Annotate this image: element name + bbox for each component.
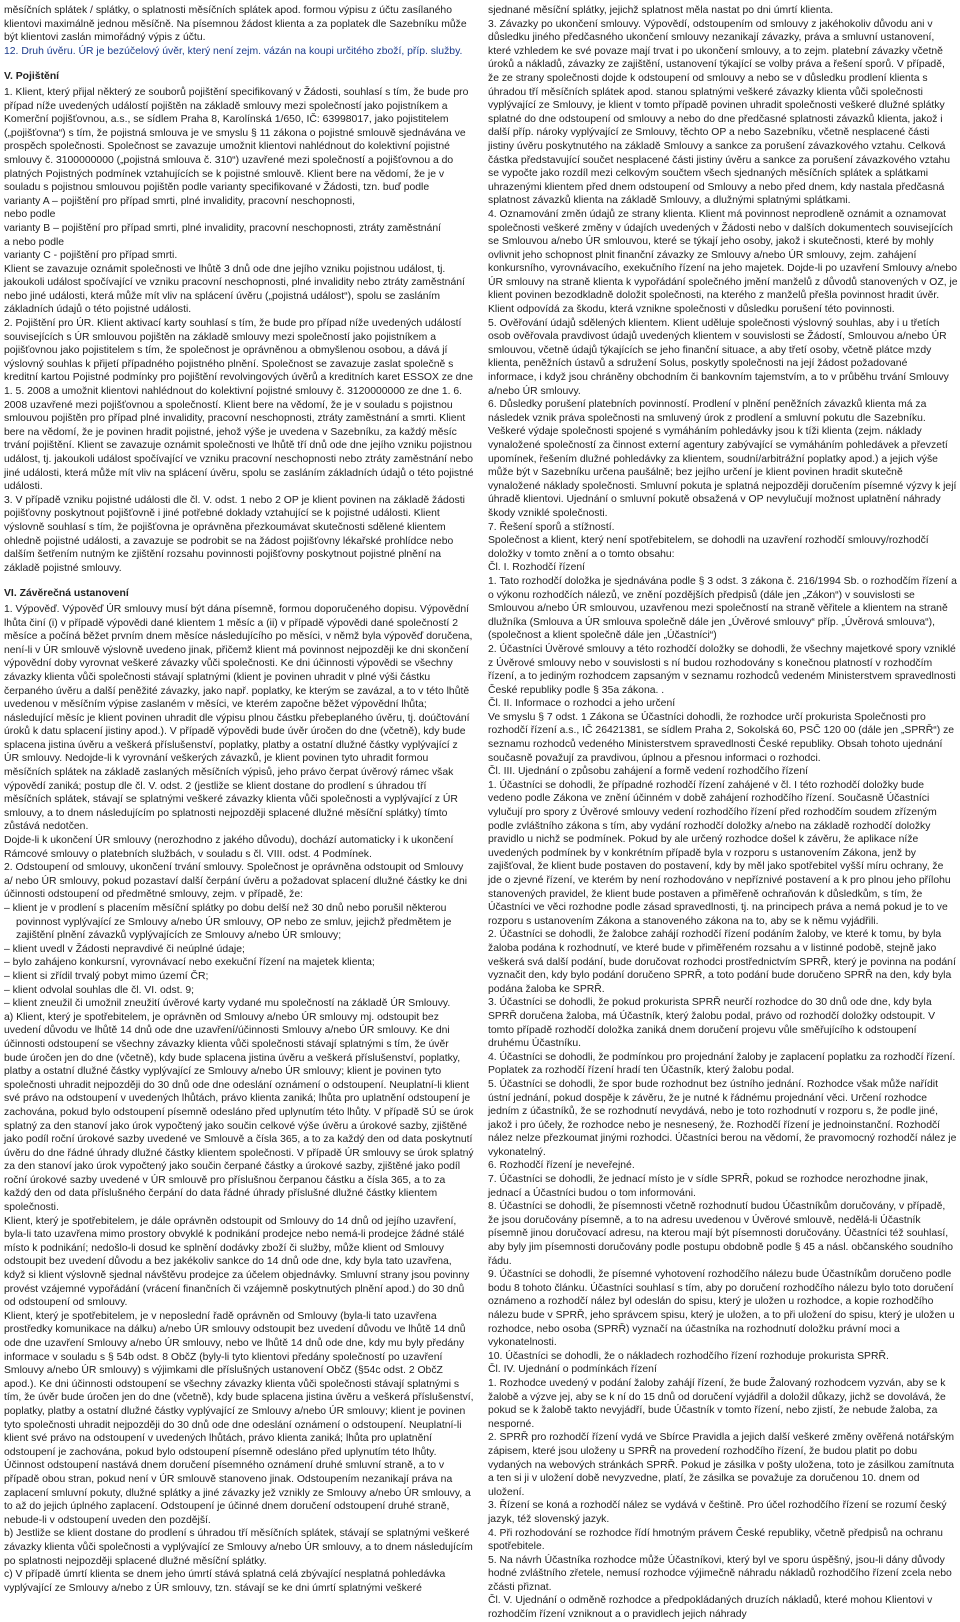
spacer bbox=[4, 58, 474, 64]
paragraph: 3. Řízení se koná a rozhodčí nález se vydává v češtině. Pro účel rozhodčího řízení se rozumí český jazyk, též slovenský jazyk. bbox=[488, 1500, 947, 1525]
paragraph: a) Klient, který je spotřebitelem, je oprávněn od Smlouvy a/nebo ÚR smlouvy mj. odstoupit bez uvedení důvodu ve lhůtě 14 dnů ode dne uzavření/účinnosti Smlouvy a/nebo ÚR smlouvy. Ke dni účinnosti odstoupení se všechny závazky klienta vůči společnosti stávají splatnými s tím, že úvěr bude úročen jen do dne (včetně), kdy bude splacena jistina úvěru a veškerá příslušenství, poplatky, platby a ostatní dlužné částky vyplývající ze Smlouvy a/nebo ÚR smlouvy; klient je povinen tyto společnosti uhradit nejpozději do 30 dnů ode dne odeslání oznámení o odstoupení. Neuplatní-li klient své právo na odstoupení v uvedených lhůtách, právo klienta zaniká; lhůta pro uplatnění odstoupení je zachována, pokud bylo odstoupení písemně odesláno před uplynutím této lhůty. V případě SÚ se úrok splatný za den stanoví jako úrok vypočtený jako součin celkové výše úvěru a úrokové sazby, zjištěné jako podíl roční úrokové sazby uvedené ve Smlouvě a čísla 365, a to za každý den od data poskytnutí úvěru do dne řádné úhrady dlužné částky klientem společnosti. V případě ÚR smlouvy se úrok splatný za den stanoví jako úrok vypočtený jako součin čerpané částky a úrokové sazby, zjištěné jako podíl roční úrokové sazby uvedené v ÚR smlouvě pro příslušnou čerpanou částku a čísla 365, a to za každý den od data příslušného čerpání do data řádné úhrady příslušné dlužné částky klientem společnosti. bbox=[4, 1011, 474, 1214]
paragraph: a nebo podle bbox=[4, 236, 65, 248]
list-item: – klient zneužil či umožnil zneužití úvěrové karty vydané mu společností na základě ÚR Smlouvy. bbox=[4, 998, 451, 1010]
paragraph: Společnost a klient, který není spotřebitelem, se dohodli na uzavření rozhodčí smlouvy/rozhodčí doložky v tomto znění a o tomto obsahu: bbox=[488, 535, 929, 560]
paragraph: 5. Ověřování údajů sdělených klientem. Klient uděluje společnosti výslovný souhlas, aby i u třetích osob ověřovala pravdivost údajů uvedených klientem v souvislosti se Žádostí, Smlouvou a/nebo ÚR smlouvou, včetně údajů týkajících se jeho finanční situace, a aby třetí osoby, včetně plátce mzdy klienta, peněžních ústavů a sdružení Solus, poskytly společnosti na její žádost požadované informace, i když jsou chráněny obchodním či bankovním tajemstvím, a to v průběhu trvání Smlouvy a/nebo ÚR smlouvy. bbox=[488, 317, 949, 397]
paragraph: 2. SPRŘ pro rozhodčí řízení vydá ve Sbírce Pravidla a jejich další veškeré změny ověřená notářským zápisem, které jsou uloženy u SPRŘ na provedení rozhodčího řízení, že budou platit po dobu vydaných na webových stránkách SPRŘ. Pokud je zásilka v pošty uložena, toto je zásilkou zamítnuta a ten si ji v uložení době nevyzvedne, platí, že zásilka se považuje za doručenou 10. dnem od uložení. bbox=[488, 1432, 955, 1498]
paragraph: Klient se zavazuje oznámit společnosti ve lhůtě 3 dnů ode dne jejího vzniku pojistnou událost, tj. jakoukoli událost spočívající ve vzniku pracovní neschopnosti, plné invalidity nebo ztráty zaměstnání nebo jiné události, která může mít vliv na splácení úvěru („pojistná událost“), spolu se zasláním základních údajů o této pojistné události. bbox=[4, 263, 465, 316]
spacer bbox=[4, 575, 474, 581]
paragraph: Čl. IV. Ujednání o podmínkách řízení bbox=[488, 1364, 657, 1376]
paragraph: 2. Účastníci se dohodli, že žalobce zahájí rozhodčí řízení podáním žaloby, ve které k tomu, by byla žaloba podána k rozhodnutí, ve které bude v přiměřeném rozsahu a v listinné podobě, stejně jako veškerá svá další podání, bude doručovat rozhodci prostřednictvím SPRŘ, který je povinna na podání vyznačit den, kdy bylo podání doručeno SPRŘ, a toto podání bude doručeno SPRŘ na den, kdy byla podána žaloba ke SPRŘ. bbox=[488, 929, 956, 995]
paragraph: 3. Účastníci se dohodli, že pokud prokurista SPRŘ neurčí rozhodce do 30 dnů ode dne, kdy byla SPRŘ doručena žaloba, má Účastník, který žalobu podal, právo od rozhodčí doložky odstoupit. V tomto případě rozhodčí doložka zaniká dnem doručení projevu vůle směřujícího k odstoupení druhému Účastníku. bbox=[488, 997, 936, 1050]
paragraph: 1. Klient, který přijal některý ze souborů pojištění specifikovaný v Žádosti, souhlasí s tím, že bude pro případ níže uvedených událostí pojištěn na základě smlouvy mezi společností jako pojistníkem a Komerční pojišťovnou, a.s., se sídlem Praha 8, Karolínská 1/650, IČ: 63998017, jako pojistitelem („pojišťovna“) s tím, že pojistná smlouva je ve smyslu § 11 zákona o pojistné smlouvě sjednávána ve prospěch společnosti. Společnost se zavazuje umožnit klientovi nahlédnout do kolektivní pojistné smlouvy č. 3100000000 („pojistná smlouva č. 310“) uzavřené mezi společností a pojišťovnou a do platných Pojistných podmínek vztahujících se k pojistné smlouvě. Klient bere na vědomí, že je v souladu s pojistnou smlouvou pojištěn podle varianty specifikované v Žádosti, tzn. buď podle bbox=[4, 86, 469, 194]
paragraph: měsíčních splátek / splátky, o splatnosti měsíčních splátek apod. formou výpisu z účtu zasílaného klientovi maximálně jednou měsíčně. Na písemnou žádost klienta a za poplatek dle Sazebníku může být klientovi zaslán mimořádný výpis z účtu. bbox=[4, 5, 467, 44]
paragraph: 6. Rozhodčí řízení je neveřejné. bbox=[488, 1160, 635, 1172]
paragraph: 3. V případě vzniku pojistné události dle čl. V. odst. 1 nebo 2 OP je klient povinen na základě žádosti pojišťovny poskytnout pojišťovně i jiné potřebné doklady vztahující se k pojistné události. Klient výslovně souhlasí s tím, že pojišťovna je oprávněna přezkoumávat skutečnosti sdělené klientem ohledně pojistné události, a zavazuje se podrobit se na žádost pojišťovny lékařské prohlídce nebo dalším šetřením nutným ke zjištění rozsahu povinnosti pojišťovny poskytnout pojistné plnění na základě pojistné smlouvy. bbox=[4, 494, 465, 574]
right-column bbox=[488, 4, 958, 1622]
paragraph: 9. Účastníci se dohodli, že písemné vyhotovení rozhodčího nálezu bude Účastníkům doručeno podle bodu 8 tohoto článku. Účastníci souhlasí s tím, aby po doručení rozhodčího nálezu bylo toto doručení oznámeno a rozhodčí nález byl odeslán do spisu, který je uložen u rozhodce, a kopie rozhodčího nálezu bude v SPRŘ, jeho správcem spisu, který je uložen, a to při uložení do spisu, který je uložen u rozhodce, nebo osoba (SPRŘ) vyznačí na účastníka na rozhodnutí doložku právní moci a vykonatelnosti. bbox=[488, 1269, 955, 1349]
paragraph: varianty C - pojištění pro případ smrti. bbox=[4, 250, 178, 262]
paragraph: varianty B – pojištění pro případ smrti, plné invalidity, pracovní neschopnosti, ztráty zaměstnání bbox=[4, 222, 442, 234]
paragraph: 6. Důsledky porušení platebních povinností. Prodlení v plnění peněžních závazků klienta má za následek vznik práva společnosti na smluvený úrok z prodlení a smluvní pokutu dle Sazebníku. Veškeré výdaje společnosti spojené s vymáháním pohledávky jsou k tíži klienta (zejm. náklady vynaložené společností za činnost externí agentury zabývající se vymáháním pohledávek a převzetí upomínek, řešením dlužné pohledávky za klientem, soudní/arbitrážní poplatky apod.) a jejich výše může být v Sazebníku určena paušálně; bez jejího určení je klient povinen hradit skutečně vynaložené náklady společnosti. Smluvní pokuta je splatná nejpozději doručením písemné výzvy k její úhradě klientovi. Ujednání o smluvní pokutě obsažená v OP nevylučují možnost uplatnění náhrady škody vzniklé společnosti. bbox=[488, 399, 957, 519]
paragraph: nebo podle bbox=[4, 209, 56, 221]
paragraph: 1. Výpověď. Výpověď ÚR smlouvy musí být dána písemně, formou doporučeného dopisu. Výpovědní lhůta činí (i) v případě výpovědi dané klientem 1 měsíc a (ii) v případě výpovědi dané společností 2 měsíce a počíná běžet prvním dnem měsíce následujícího po měsíci, v němž byla výpověď doručena, není-li v ÚR smlouvě výslovně uvedeno jinak, přičemž klient má povinnost nejpozději ke dni skončení výpovědní doby vyrovnat veškeré závazky vůči společnosti. Ke dni účinnosti výpovědi se všechny závazky klienta vůči společnosti stávají splatnými (klient je povinen uhradit v plné výši částku čerpaného úvěru a další peněžité závazky, jako např. poplatky, ke kterým se zavázal, a to v této lhůtě uvedenou v měsíčním výpise zaslaném v měsíci, ve kterém započne běžet výpovědní lhůta; následující měsíc je klient povinen uhradit dle výpisu plnou částku přebeplaného úvěru, tj. doúčtování úroků k datu splacení jistiny apod.). V případě výpovědi bude úvěr úročen do dne (včetně), kdy bude splacena jistina úvěru a veškerá příslušenství, poplatky, platby a ostatní dlužné částky vyplývající z ÚR smlouvy. Nedojde-li k vyrovnání veškerých závazků, je klient povinen tyto uhradit formou měsíčních splátek na základě zaslaných měsíčních výpisů, jeho právo čerpat úvěrový rámec však výpovědí zaniká; postup dle čl. V. odst. 2 (jestliže se klient dostane do prodlení s úhradou tří měsíčních splátek, stávají se splatnými veškeré závazky klienta vůči společnosti a vyplývající z ÚR smlouvy, a to dnem následujícím po splatnosti nejpozději splacené dlužné měsíční splátky) tímto zůstává nedotčen. bbox=[4, 603, 473, 833]
paragraph: varianty A – pojištění pro případ smrti, plné invalidity, pracovní neschopnosti, bbox=[4, 195, 355, 207]
paragraph: 8. Účastníci se dohodli, že písemnosti včetně rozhodnutí budou Účastníkům doručovány, v případě, že jsou doručovány písemně, a to na adresu uvedenou v Úvěrové smlouvě, nedělá-li Účastník písemně jinou doručovací adresu, na kterou mají být písemnosti doručovány. Účastníci též souhlasí, aby byly jim písemnosti doručovány podle postupu obdobně podle § 45 a násl. občanského soudního řádu. bbox=[488, 1201, 954, 1267]
paragraph: Účinnost odstoupení nastává dnem doručení písemného oznámení druhé smluvní straně, a to v případě obou stran, pokud není v ÚR smlouvě stanoveno jinak. Odstoupením nezanikají práva na zaplacení smluvní pokuty, dlužné splátky a jiné závazky jež vznikly ze Smlouvy a/nebo ÚR smlouvy, a to až do jejich úplného zaplacení. Odstoupení je účinné dnem doručení odstoupení druhé straně, nebude-li v odstoupení uveden den pozdější. bbox=[4, 1460, 471, 1526]
paragraph: 4. Účastníci se dohodli, že podmínkou pro projednání žaloby je zaplacení poplatku za rozhodčí řízení. Poplatek za rozhodčí řízení hradí ten Účastník, který žalobu podal. bbox=[488, 1051, 956, 1077]
paragraph: Ve smyslu § 7 odst. 1 Zákona se Účastníci dohodli, že rozhodce určí prokurista Společnosti pro rozhodčí řízení a.s., IČ 26421381, se sídlem Praha 2, Sokolská 60, PSČ 120 00 (dále jen „SPRŘ“) ze seznamu rozhodců vedeného Ministerstvem spravedlnosti České republiky. Obsah tohoto ujednání současně považují za pravdivou, úplnou a přesnou informaci o rozhodci. bbox=[488, 711, 955, 764]
paragraph: 5. Účastníci se dohodli, že spor bude rozhodnut bez ústního jednání. Rozhodce však může nařídit ústní jednání, pokud dospěje k závěru, že je nutné k řádnému projednání věci. Určení rozhodce jedním z účastníků, že se rozhodnutí nevydává, nebo je toto rozhodnutí v rozporu s, že podle jiné, jakož i pro účely, že rozhodce nebo je nesnesený, že. Rozhodčí řízení je jednoinstanční. Rozhodčí nález nelze přezkoumat jinými rozhodci. Účastníci berou na vědomí, že pravomocný rozhodčí nález je vykonatelný. bbox=[488, 1078, 957, 1158]
paragraph: 3. Závazky po ukončení smlouvy. Výpovědí, odstoupením od smlouvy z jakéhokoliv důvodu ani v důsledku jiného předčasného ukončení smlouvy nezanikají závazky, práva a smluvní ustanovení, které vzhledem ke své povaze mají trvat i po ukončení smlouvy, a to zejm. platební závazky včetně úroků a nákladů, závazky ze zajištění, ustanovení týkající se volby práva a řešení sporů. V případě, že ze strany společnosti dojde k odstoupení od smlouvy a nebo se v důsledku prodlení klienta s úhradou tří měsíčních splátek apod. stanou splatnými veškeré závazky klienta vůči společnosti vyplývající ze Smlouvy, je klient v tomto případě povinen uhradit společnosti veškeré dlužné splátky splatné do dne odstoupení od smlouvy a nebo do dne předčasné splatnosti závazků klienta, jakož i další příp. nároky vyplývající ze Smlouvy, těchto OP a nebo Sazebníku, včetně nesplacené části jistiny úvěru poskytnutého na základě Smlouvy a sankce za porušení závazkového vztahu. Celková částka představující součet nesplacené části jistiny úvěru a sankce za porušení závazkového vztahu se vypočte jako rozdíl mezi celkovým součtem všech sjednaných měsíčních splátek a splátkami uhrazenými klientem před dnem odstoupení od Smlouvy a nebo před dnem, kdy nastala předčasná splatnost závazků klienta na základě Smlouvy, a dlužnými splatnými splátkami. bbox=[488, 18, 951, 207]
paragraph: 10. Účastníci se dohodli, že o nákladech rozhodčího řízení rozhoduje prokurista SPRŘ. bbox=[488, 1350, 889, 1362]
paragraph: 5. Na návrh Účastníka rozhodce může Účastníkovi, který byl ve sporu úspěšný, jsou-li dány důvody hodné zvláštního zřetele, nemusí rozhodce výjimečně náhradu nákladů rozhodčího řízení zcela nebo zčásti přiznat. bbox=[488, 1554, 952, 1593]
paragraph: Čl. II. Informace o rozhodci a jeho určení bbox=[488, 698, 676, 710]
paragraph: Čl. I. Rozhodčí řízení bbox=[488, 562, 586, 574]
paragraph: Klient, který je spotřebitelem, je dále oprávněn odstoupit od Smlouvy do 14 dnů od jejího uzavření, byla-li tato uzavřena mimo prostory obvyklé k podnikání prodejce nebo nemá-li prodejce žádné stálé místo k podnikání; nedošlo-li dosud ke splnění dodávky zboží či služby, může klient od Smlouvy odstoupit bez uvedení důvodu a bez jakékoliv sankce do 14 dnů ode dne, kdy byla tato uzavřena, když si klient výslovně sjednal návštěvu prodejce za účelem objednávky. Smluvní strany jsou povinny provést vzájemné vypořádání (vrácení finančních či vzájemně poskytnutých plnění apod.) do 30 dnů od odstoupení od smlouvy. bbox=[4, 1215, 470, 1309]
paragraph: 12. Druh úvěru. ÚR je bezúčelový úvěr, který není zejm. vázán na koupi určitého zboží, příp. služby. bbox=[4, 45, 463, 57]
list-item: – klient si zřídil trvalý pobyt mimo území ČR; bbox=[4, 970, 209, 982]
list-item: – klient uvedl v Žádosti nepravdivé či neúplné údaje; bbox=[4, 943, 245, 955]
left-column bbox=[4, 4, 474, 1595]
paragraph: b) Jestliže se klient dostane do prodlení s úhradou tří měsíčních splátek, stávají se splatnými veškeré závazky klienta vůči společnosti a vyplývající ze Smlouvy a/nebo ÚR smlouvy, a to dnem následujícím po splatnosti nejpozději splacené dlužné měsíční splátky. bbox=[4, 1528, 473, 1567]
list-item: – bylo zahájeno konkursní, vyrovnávací nebo exekuční řízení na majetek klienta; bbox=[4, 957, 375, 969]
paragraph: Čl. V. Ujednání o odměně rozhodce a předpokládaných druzích nákladů, které mohou Klientovi v rozhodčím řízení vzniknout a o pravidlech jejich náhrady bbox=[488, 1595, 933, 1621]
paragraph: 7. Řešení sporů a stížností. bbox=[488, 521, 615, 533]
section-heading: VI. Závěrečná ustanovení bbox=[4, 588, 129, 600]
paragraph: c) V případě úmrtí klienta se dnem jeho úmrtí stává splatná celá zbývající nesplatná pohledávka vyplývající ze Smlouvy a/nebo z ÚR smlouvy, tzn. stávají se ke dni úmrtí splatnými veškeré bbox=[4, 1569, 446, 1594]
paragraph: 1. Tato rozhodčí doložka je sjednávána podle § 3 odst. 3 zákona č. 216/1994 Sb. o rozhodčím řízení a o výkonu rozhodčích nálezů, ve znění pozdějších předpisů (dále jen „Zákon“) v souvislosti se Smlouvou a/nebo ÚR smlouvou, uzavřenou mezi společností na straně věřitele a klientem na straně dlužníka (Smlouva a ÚR smlouva společně dále jen „Úvěrové smlouvy“ příp. „Úvěrová smlouva“), (společnost a klient společně dále jen „Účastníci“) bbox=[488, 575, 957, 642]
paragraph: Dojde-li k ukončení ÚR smlouvy (nerozhodno z jakého důvodu), dochází automaticky i k ukončení Rámcové smlouvy o platebních službách, v souladu s čl. VIII. odst. 4 Podmínek. bbox=[4, 835, 454, 860]
paragraph: sjednané měsíční splátky, jejichž splatnost měla nastat po dni úmrtí klienta. bbox=[488, 5, 834, 16]
paragraph: 2. Účastníci Úvěrové smlouvy a této rozhodčí doložky se dohodli, že všechny majetkové spory vzniklé z Úvěrové smlouvy nebo v souvislosti s ní budou rozhodovány s konečnou platností v rozhodčím řízení, a to jediným rozhodcem zapsaným v seznamu rozhodců vedeném Ministerstvem spravedlnosti České republiky podle § 35a zákona. . bbox=[488, 643, 956, 696]
list-item: – klient je v prodlení s placením měsíční splátky po dobu delší než 30 dnů nebo porušil některou povinnost vyplývající ze Smlouvy a/nebo ÚR smlouvy, OP nebo ze smluv, jejichž předmětem je zajištění plnění závazků vyplývajících ze Smlouvy a/nebo ÚR smlouvy; bbox=[4, 903, 452, 942]
paragraph: 2. Pojištění pro ÚR. Klient aktivací karty souhlasí s tím, že bude pro případ níže uvedených událostí souvisejících s ÚR smlouvou pojištěn na základě smlouvy mezi společností jako pojistníkem a pojišťovnou jako pojistitelem s tím, že společnost je oprávněnou a obmyšlenou osobou, a dává jí výslovný souhlas k přijetí případného pojistného plnění. Společnost se zavazuje zaslat společně s kreditní kartou Pojistné podmínky pro pojištění revolvingových úvěrů a kreditních karet ESSOX ze dne 1. 5. 2008 a umožnit klientovi nahlédnout do kolektivní pojistné smlouvy č. 3120000000 ze dne 1. 6. 2008 uzavřené mezi pojišťovnou a společností. Klient bere na vědomí, že je v souladu s pojistnou smlouvou pojištěn pro případ plné invalidity, pracovní neschopnosti, ztráty zaměstnání a smrti. Klient bere na vědomí, že je povinen hradit pojistné, jehož výše je uvedena v Sazebníku, za každý měsíc trvání pojištění. Klient se zavazuje oznámit společnosti ve lhůtě tří dnů ode dne jejího vzniku pojistnou událost, tj. jakoukoli událost spočívající ve vzniku pracovní neschopnosti nebo ztráty zaměstnání nebo jiné události, která může mít vliv na splácení úvěru, spolu se zasláním základních údajů o této pojistné události. bbox=[4, 318, 474, 493]
list-item: – klient odvolal souhlas dle čl. VI. odst. 9; bbox=[4, 984, 195, 996]
paragraph: 1. Rozhodce uvedený v podání žaloby zahájí řízení, že bude Žalovaný rozhodcem vyzván, aby se k žalobě a výzve jej, aby se k ní do 15 dnů od doručení vyjádřil a doložil důkazy, jichž se dovolává, že pokud se k žalobě takto nevyjádří, bude Účastník v tomto řízení, nebo zjistí, že nebude žaloba, za nesporné. bbox=[488, 1377, 946, 1430]
paragraph: Čl. III. Ujednání o způsobu zahájení a formě vedení rozhodčího řízení bbox=[488, 766, 808, 778]
section-heading: V. Pojištění bbox=[4, 71, 60, 83]
paragraph: 4. Oznamování změn údajů ze strany klienta. Klient má povinnost neprodleně oznámit a oznamovat společnosti veškeré změny v údajích uvedených v Žádosti nebo v dalších dokumentech souvisejících se Smlouvou a/nebo ÚR smlouvou, které se týkají jeho osoby, jakož i skutečnosti, které by mohly ovlivnit jeho schopnost plnit finanční závazky ze Smlouvy a/nebo ÚR smlouvy, zejm. zahájení konkursního, vyrovnávacího, exekučního řízení na jeho majetek. Dojde-li po uzavření Smlouvy a/nebo ÚR smlouvy na straně klienta k vypořádání společného jmění manželů z důvodů stanovených v OZ, je klient povinen bezodkladně doložit společnosti, na kterého z manželů přešla povinnost hradit úvěr. Klient odpovídá za škodu, která vznikne společnosti v důsledku porušení této povinnosti. bbox=[488, 208, 958, 316]
paragraph: 7. Účastníci se dohodli, že jednací místo je v sídle SPRŘ, pokud se rozhodce nerozhodne jinak, jednací a Účastníci budou o tom informováni. bbox=[488, 1174, 929, 1199]
paragraph: 4. Při rozhodování se rozhodce řídí hmotným právem České republiky, včetně předpisů na ochranu spotřebitele. bbox=[488, 1527, 943, 1553]
paragraph: 2. Odstoupení od smlouvy, ukončení trvání smlouvy. Společnost je oprávněna odstoupit od Smlouvy a/ nebo ÚR smlouvy, pokud pozastaví další čerpání úvěru a požadovat splacení dlužné částky ke dni účinnosti odstoupení od předmětné smlouvy, zejm. v případě, že: bbox=[4, 862, 468, 901]
paragraph: 1. Účastníci se dohodli, že případné rozhodčí řízení zahájené v čl. I této rozhodčí doložky bude vedeno podle Zákona ve znění účinném v době zahájení rozhodčího řízení. Současně Účastníci vylučují pro spory z Úvěrové smlouvy vedení rozhodčího řízení před rozhodčím soudem zřízeným podle zvláštního zákona s tím, aby vydání rozhodčí doložky a/nebo na základě rozhodčí doložky pravidlo u nichž se podmínek. Pokud by ale určený rozhodce došel k závěru, že aplikace níže uvedených podmínek by v konkrétním případě byla v rozporu s ustanovením Zákona, jenž by zajišťoval, že klient bude postaven do postavení, kdy by měl jako spotřebitel vyšší míru ochrany, že jde o zjevné řízení, ve kterém by není rozhodováno v nepříznivé postavení a k pro plnou jeho přílohu stanovených pravidel, že klient bude postaven a přiměřeně ochraňován k důsledkům, s tím, že Účastníci ve věci rozhodne podle zásad spravedlnosti, tj. na principech práva a nemá pokud je to ve rozporu s ustanovením Zákona a stanoveného zákona na to, aby se k němu vyjádřili. bbox=[488, 779, 951, 927]
paragraph: Klient, který je spotřebitelem, je v neposlední řadě oprávněn od Smlouvy (byla-li tato uzavřena prostředky komunikace na dálku) a/nebo ÚR smlouvy odstoupit bez uvedení důvodu ve lhůtě 14 dnů ode dne uzavření Smlouvy a/nebo ÚR smlouvy, nebo ve lhůtě 14 dnů ode dne, kdy mu byly předány informace v souladu s § 54b odst. 8 ObčZ (byly-li tyto klientovi předány společností po uzavření Smlouvy a/nebo ÚR smlouvy) s výjimkami dle příslušných ustanovení ObčZ (§54c odst. 2 ObčZ apod.). Ke dni účinnosti odstoupení se všechny závazky klienta vůči společnosti stávají splatnými s tím, že úvěr bude úročen jen do dne (včetně), kdy bude splacena jistina úvěru a veškerá příslušenství, poplatky, platby a ostatní dlužné částky vyplývající ze Smlouvy a/nebo ÚR smlouvy; klient je povinen tyto společnosti uhradit nejpozději do 30 dnů ode dne odeslání oznámení o odstoupení. Neuplatní-li klient své právo na odstoupení v uvedených lhůtách, právo klienta zaniká; lhůta pro uplatnění odstoupení je zachována, pokud bylo odstoupení písemně odesláno před uplynutím této lhůty. bbox=[4, 1310, 474, 1458]
